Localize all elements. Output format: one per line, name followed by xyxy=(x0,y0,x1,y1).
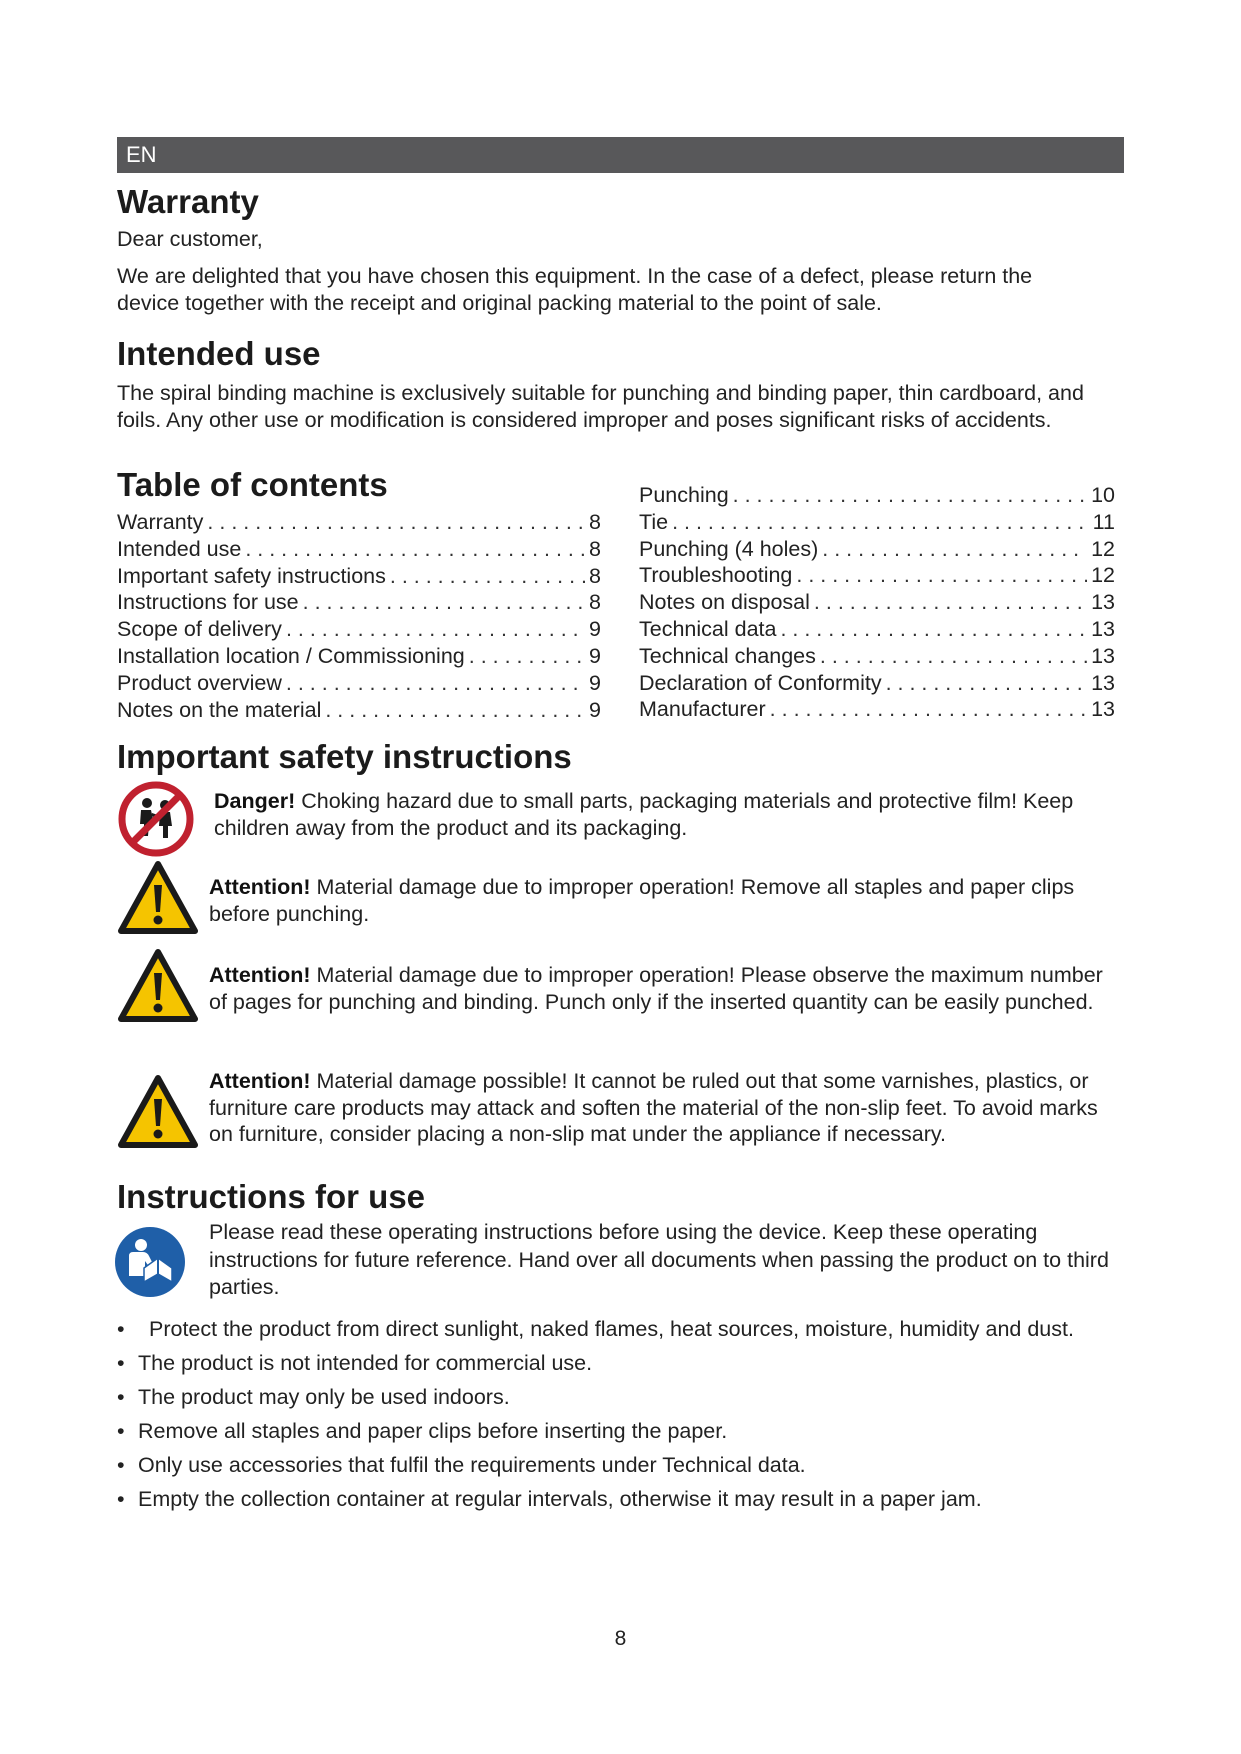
toc-entry-title: Declaration of Conformity xyxy=(639,670,882,695)
safety-notice-body: Material damage due to improper operation! Please observe the maximum number of pages for punching and binding. Punch only if the inserted quantity can be easily punched. xyxy=(209,963,1103,1014)
toc-entry[interactable] xyxy=(639,509,1115,536)
warning-triangle-icon xyxy=(117,860,199,941)
toc-entry-page: 10 xyxy=(1091,483,1115,507)
toc-leader-dots xyxy=(286,670,585,697)
list-item: • Empty the collection container at regular intervals, otherwise it may result in a paper jam. xyxy=(117,1486,1127,1520)
instructions-heading: Instructions for use xyxy=(117,1178,426,1215)
toc-entry[interactable] xyxy=(117,563,601,590)
toc-entry[interactable] xyxy=(117,643,601,670)
toc-leader-dots xyxy=(390,563,585,590)
toc-entry-page: 8 xyxy=(589,563,601,588)
toc-leader-dots xyxy=(733,482,1087,509)
page-number: 8 xyxy=(614,1627,627,1650)
toc-entry[interactable] xyxy=(639,589,1115,616)
instructions-list xyxy=(117,1316,1127,1520)
warranty-body: We are delighted that you have chosen this equipment. In the case of a defect, please return the device together with the receipt and original packing material to the point of sale. xyxy=(117,264,1033,315)
toc-entry[interactable] xyxy=(639,643,1115,670)
toc-entry[interactable] xyxy=(117,536,601,563)
warranty-heading: Warranty xyxy=(117,183,259,220)
toc-entry[interactable] xyxy=(639,482,1115,509)
toc-entry-page: 13 xyxy=(1091,590,1115,615)
toc-entry-page: 8 xyxy=(589,510,601,534)
toc-entry[interactable] xyxy=(639,696,1115,723)
toc-leader-dots xyxy=(672,509,1089,536)
toc-entry[interactable] xyxy=(639,616,1115,643)
toc-leader-dots xyxy=(245,536,585,563)
toc-entry-page: 13 xyxy=(1091,670,1115,695)
toc-entry-title: Punching xyxy=(639,483,729,507)
list-item: • Remove all staples and paper clips before inserting the paper. xyxy=(117,1418,1127,1452)
toc-right-column xyxy=(639,482,1115,723)
toc-entry-page: 9 xyxy=(589,697,601,722)
list-item: • The product may only be used indoors. xyxy=(117,1384,1127,1418)
safety-notice-text xyxy=(214,788,1119,841)
toc-entry-title: Technical data xyxy=(639,616,777,641)
safety-notice xyxy=(117,1068,1127,1168)
list-item: • Only use accessories that fulfil the requirements under Technical data. xyxy=(117,1452,1127,1486)
toc-leader-dots xyxy=(814,589,1087,616)
list-item: • Protect the product from direct sunlight, naked flames, heat sources, moisture, humidity and dust. xyxy=(117,1316,1127,1350)
intended-use-heading: Intended use xyxy=(117,335,321,372)
toc-entry-title: Technical changes xyxy=(639,643,816,668)
toc-leader-dots xyxy=(325,697,585,724)
toc-entry[interactable] xyxy=(117,616,601,643)
read-manual-icon xyxy=(114,1226,186,1303)
toc-entry-page: 8 xyxy=(589,590,601,615)
toc-leader-dots xyxy=(286,616,585,643)
list-item: • The product is not intended for commercial use. xyxy=(117,1350,1127,1384)
safety-notice xyxy=(117,780,1127,860)
toc-left-column xyxy=(117,509,601,723)
toc-leader-dots xyxy=(770,696,1087,723)
toc-leader-dots xyxy=(780,616,1087,643)
attention-label: Attention! xyxy=(209,875,311,899)
toc-heading: Table of contents xyxy=(117,466,388,503)
danger-label: Danger! xyxy=(214,789,296,813)
toc-leader-dots xyxy=(303,589,585,616)
safety-notice-text xyxy=(209,1068,1124,1148)
toc-entry-page: 12 xyxy=(1091,563,1115,588)
toc-entry-title: Notes on the material xyxy=(117,697,322,722)
toc-entry-title: Product overview xyxy=(117,670,282,695)
toc-entry-title: Instructions for use xyxy=(117,590,299,615)
toc-entry[interactable] xyxy=(117,589,601,616)
toc-leader-dots xyxy=(796,562,1087,589)
toc-entry-page: 13 xyxy=(1091,643,1115,668)
toc-entry-page: 13 xyxy=(1091,697,1115,722)
toc-entry-page: 9 xyxy=(589,617,601,642)
toc-entry-page: 9 xyxy=(589,643,601,668)
toc-entry-title: Installation location / Commissioning xyxy=(117,643,465,668)
toc-entry-title: Manufacturer xyxy=(639,697,766,722)
toc-leader-dots xyxy=(469,643,585,670)
toc-entry-title: Notes on disposal xyxy=(639,590,810,615)
toc-entry[interactable] xyxy=(639,562,1115,589)
safety-notice-body: Material damage possible! It cannot be ruled out that some varnishes, plastics, or furniture care products may attack and soften the material of the non-slip feet. To avoid marks on furniture, consider placing a non-slip mat under the appliance if necessary. xyxy=(209,1069,1098,1146)
toc-entry-page: 9 xyxy=(589,670,601,695)
toc-entry-title: Troubleshooting xyxy=(639,563,793,588)
intended-use-body: The spiral binding machine is exclusively suitable for punching and binding paper, thin cardboard, and foils. Any other use or modification is considered improper and poses significant risks of accidents. xyxy=(117,381,1084,432)
safety-notice xyxy=(117,860,1127,940)
toc-entry-title: Punching (4 holes) xyxy=(639,536,819,561)
toc-entry-title: Scope of delivery xyxy=(117,617,282,642)
attention-label: Attention! xyxy=(209,1069,311,1093)
toc-leader-dots xyxy=(822,536,1087,563)
safety-notice-text xyxy=(209,962,1119,1015)
warning-triangle-icon xyxy=(117,1074,199,1155)
toc-entry-page: 12 xyxy=(1091,536,1115,561)
toc-entry-title: Warranty xyxy=(117,510,204,534)
toc-leader-dots xyxy=(820,643,1087,670)
toc-entry-page: 13 xyxy=(1091,616,1115,641)
safety-notice-text xyxy=(209,874,1119,927)
instructions-intro: Please read these operating instructions before using the device. Keep these operating instructions for future reference. Hand over all documents when passing the product on to third parties. xyxy=(209,1220,1109,1299)
toc-leader-dots xyxy=(207,509,585,536)
toc-entry-page: 11 xyxy=(1092,509,1115,534)
toc-entry[interactable] xyxy=(117,509,601,536)
safety-heading: Important safety instructions xyxy=(117,738,572,775)
warranty-salutation: Dear customer, xyxy=(117,227,263,251)
language-tab: EN xyxy=(117,137,1124,173)
toc-entry-title: Important safety instructions xyxy=(117,563,386,588)
toc-entry-title: Tie xyxy=(639,509,669,534)
toc-entry[interactable] xyxy=(639,670,1115,697)
safety-notice-body: Material damage due to improper operation! Remove all staples and paper clips before punching. xyxy=(209,875,1075,926)
toc-entry-page: 8 xyxy=(589,536,601,561)
safety-notice-body: Choking hazard due to small parts, packaging materials and protective film! Keep children away from the product and its packaging. xyxy=(214,789,1074,840)
warning-triangle-icon xyxy=(117,948,199,1029)
toc-entry-title: Intended use xyxy=(117,536,242,561)
no-children-icon xyxy=(117,780,195,863)
toc-entry[interactable] xyxy=(117,697,601,724)
attention-label: Attention! xyxy=(209,963,311,987)
toc-entry[interactable] xyxy=(639,536,1115,563)
toc-leader-dots xyxy=(886,670,1088,697)
safety-notice xyxy=(117,948,1127,1048)
toc-entry[interactable] xyxy=(117,670,601,697)
